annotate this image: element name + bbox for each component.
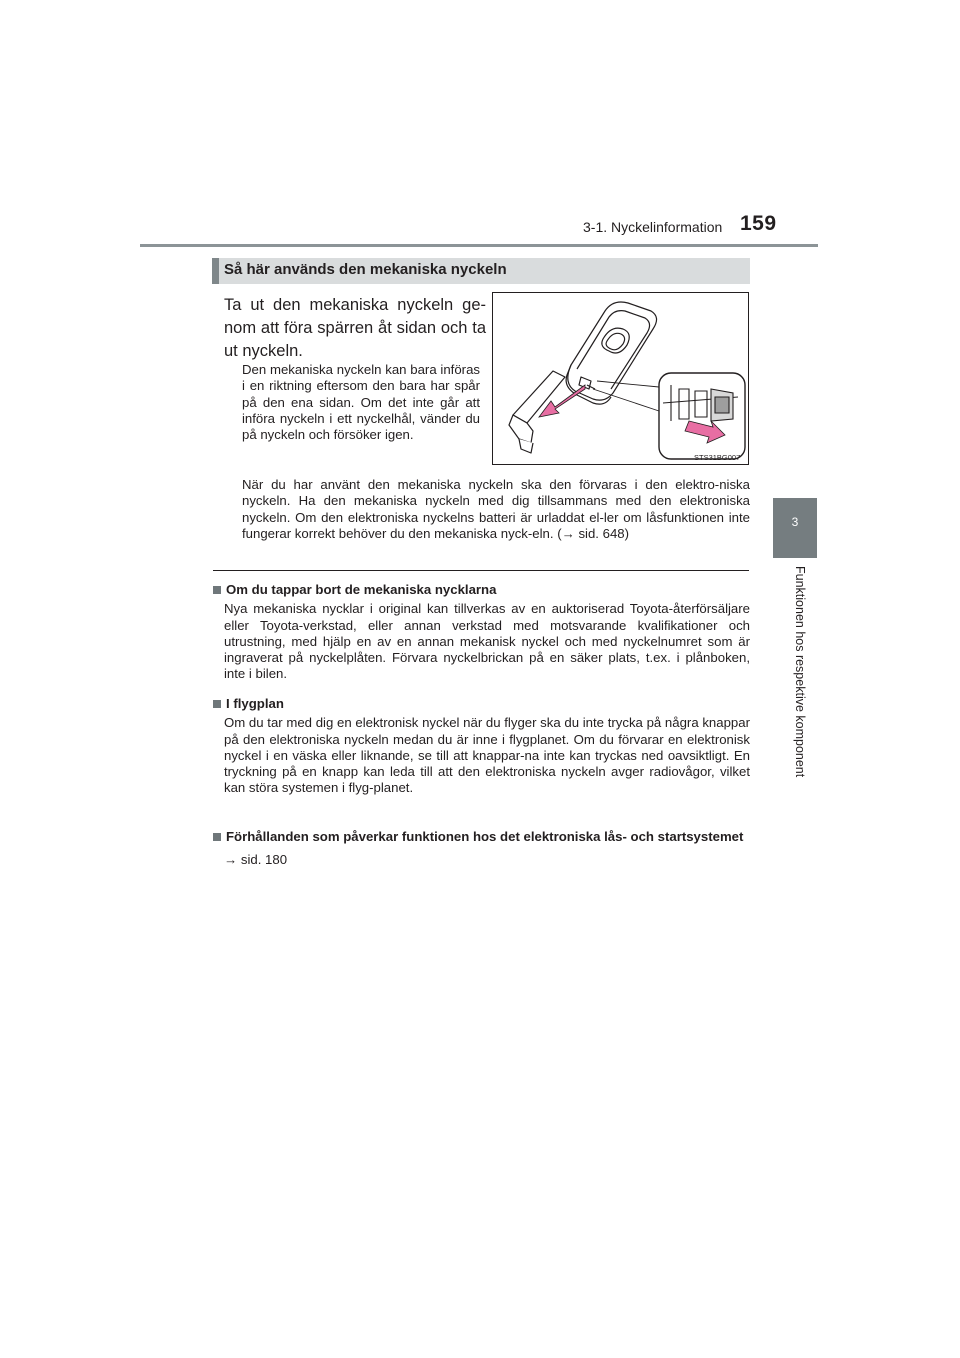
info-block-conditions bbox=[213, 829, 750, 869]
section-divider bbox=[213, 570, 749, 571]
note-key-direction: Den mekaniska nyckeln kan bara införas i en riktning eftersom den bara har spår på den ena sidan. Om det inte går att införa nyckeln i ett nyckelhål, vänder du på nyckeln och försöker igen. bbox=[242, 362, 480, 443]
note-storage: När du har använt den mekaniska nyckeln ska den förvaras i den elektro-niska nyckeln. Ha den mekaniska nyckeln med dig tillsammans med den elektroniska nyckeln. Om den elektroniska nyckelns batteri är urladdat el-ler om låsfunktionen inte fungerar korrekt behöver du den mekaniska nyck-eln. (→ sid. 648) bbox=[242, 477, 750, 541]
section-heading-marker bbox=[212, 258, 219, 284]
info-title-lost-keys: Om du tappar bort de mekaniska nycklarna bbox=[226, 582, 497, 597]
header-rule bbox=[140, 244, 818, 247]
section-heading: Så här används den mekaniska nyckeln bbox=[224, 261, 507, 278]
info-block-airplane bbox=[213, 696, 750, 797]
chapter-title: Funktionen hos respektive komponent bbox=[793, 566, 807, 778]
bullet-square-icon bbox=[213, 586, 221, 594]
info-title-conditions: Förhållanden som påverkar funktionen hos det elektroniska lås- och startsystemet bbox=[226, 829, 744, 844]
main-instruction: Ta ut den mekaniska nyckeln ge-nom att föra spärren åt sidan och ta ut nyckeln. bbox=[224, 296, 486, 360]
page-number: 159 bbox=[740, 212, 777, 235]
key-fob-drawing bbox=[493, 293, 748, 464]
illustration-code: STS31BG007 bbox=[694, 453, 741, 462]
chapter-number: 3 bbox=[791, 515, 799, 529]
info-text-conditions[interactable]: → sid. 180 bbox=[224, 852, 288, 868]
info-block-lost-keys bbox=[213, 582, 750, 683]
bullet-square-icon bbox=[213, 700, 221, 708]
mechanical-key-illustration bbox=[492, 292, 749, 465]
section-label: 3-1. Nyckelinformation bbox=[583, 219, 723, 235]
info-title-airplane: I flygplan bbox=[226, 696, 284, 711]
info-text-airplane: Om du tar med dig en elektronisk nyckel när du flyger ska du inte trycka på några knappar på den elektroniska nyckeln medan du är inne i flygplanet. Om du förvarar en elektronisk nyckel i en väska eller liknande, se till att knappar-na inte kan tryckas ned oavsiktligt. En tryckning på en knapp kan leda till att den elektroniska nyckeln avger radiovågor, vilket kan störa systemen i flyg-planet. bbox=[224, 715, 750, 796]
info-text-lost-keys: Nya mekaniska nycklar i original kan tillverkas av en auktoriserad Toyota-återförsäljare eller Toyota-verkstad, eller annan verkstad med motsvarande kvalifikationer och utrustning, med hjälp en av en annan mekanisk nyckel och med nyckelnumret som är ingraverat på nyckelplåten. Förvara nyckelbrickan på en säker plats, t.ex. i plånboken, inte i bilen. bbox=[224, 601, 750, 682]
latch-inset bbox=[659, 373, 745, 459]
bullet-square-icon bbox=[213, 833, 221, 841]
